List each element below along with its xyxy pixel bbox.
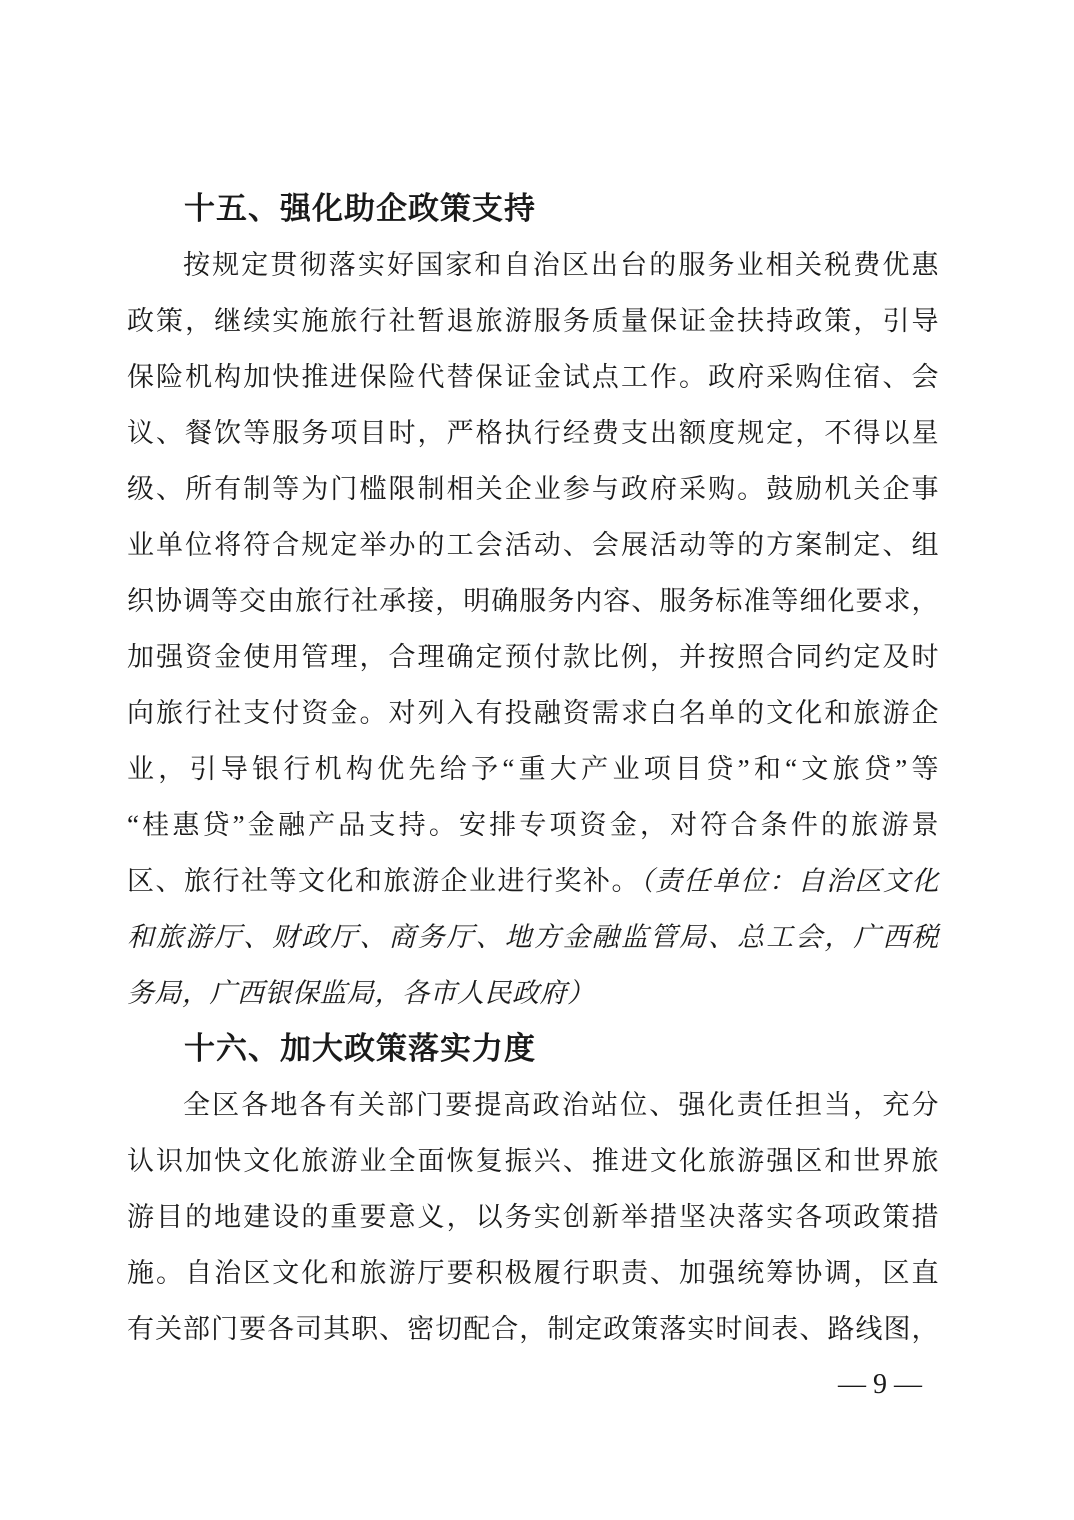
document-content [127, 181, 939, 1357]
text-line [127, 349, 939, 405]
body-text-segment: 全区各地各有关部门要提高政治站位、强化责任担当，充分 [183, 1090, 939, 1120]
body-text-segment: 织协调等交由旅行社承接，明确服务内容、服务标准等细化要求， [127, 586, 939, 616]
text-line [127, 965, 939, 1021]
body-text-segment: 级、所有制等为门槛限制相关企业参与政府采购。鼓励机关企事 [127, 474, 939, 504]
body-text-segment: 区、旅行社等文化和旅游企业进行奖补。 [127, 866, 640, 896]
text-line [127, 1245, 939, 1301]
responsibility-text-segment: 和旅游厅、财政厅、商务厅、地方金融监管局、总工会，广西税 [127, 922, 939, 952]
text-line [127, 293, 939, 349]
text-line [127, 1133, 939, 1189]
body-text-segment: 保险机构加快推进保险代替保证金试点工作。政府采购住宿、会 [127, 362, 939, 392]
body-text-segment: 向旅行社支付资金。对列入有投融资需求白名单的文化和旅游企 [127, 698, 939, 728]
text-line [127, 629, 939, 685]
text-line [127, 1301, 939, 1357]
text-line [127, 1077, 939, 1133]
body-text-segment: “桂惠贷”金融产品支持。安排专项资金，对符合条件的旅游景 [127, 810, 939, 840]
text-line [127, 237, 939, 293]
responsibility-text-segment: 务局，广西银保监局，各市人民政府） [127, 978, 595, 1008]
text-line [127, 517, 939, 573]
text-line [127, 797, 939, 853]
body-text-segment: 游目的地建设的重要意义，以务实创新举措坚决落实各项政策措 [127, 1202, 939, 1232]
page-number: — 9 — [838, 1369, 922, 1400]
body-text-segment: 加强资金使用管理，合理确定预付款比例，并按照合同约定及时 [127, 642, 939, 672]
section-heading: 十五、强化助企政策支持 [184, 191, 536, 226]
body-text-segment: 认识加快文化旅游业全面恢复振兴、推进文化旅游强区和世界旅 [127, 1146, 939, 1176]
section-heading: 十六、加大政策落实力度 [184, 1031, 536, 1066]
text-line [127, 909, 939, 965]
text-line [127, 461, 939, 517]
body-text-segment: 业单位将符合规定举办的工会活动、会展活动等的方案制定、组 [127, 530, 939, 560]
text-line [127, 741, 939, 797]
text-line [127, 685, 939, 741]
text-line [127, 853, 939, 909]
text-line [127, 405, 939, 461]
body-text-segment: 业，引导银行机构优先给予“重大产业项目贷”和“文旅贷”等 [127, 754, 939, 784]
body-text-segment: 有关部门要各司其职、密切配合，制定政策落实时间表、路线图， [127, 1314, 939, 1344]
body-text-segment: 议、餐饮等服务项目时，严格执行经费支出额度规定，不得以星 [127, 418, 939, 448]
responsibility-text-segment: （责任单位：自治区文化 [640, 866, 939, 896]
body-text-segment: 施。自治区文化和旅游厅要积极履行职责、加强统筹协调，区直 [127, 1258, 939, 1288]
text-line [127, 573, 939, 629]
body-text-segment: 政策，继续实施旅行社暂退旅游服务质量保证金扶持政策，引导 [127, 306, 939, 336]
body-text-segment: 按规定贯彻落实好国家和自治区出台的服务业相关税费优惠 [183, 250, 939, 280]
text-line [127, 1189, 939, 1245]
